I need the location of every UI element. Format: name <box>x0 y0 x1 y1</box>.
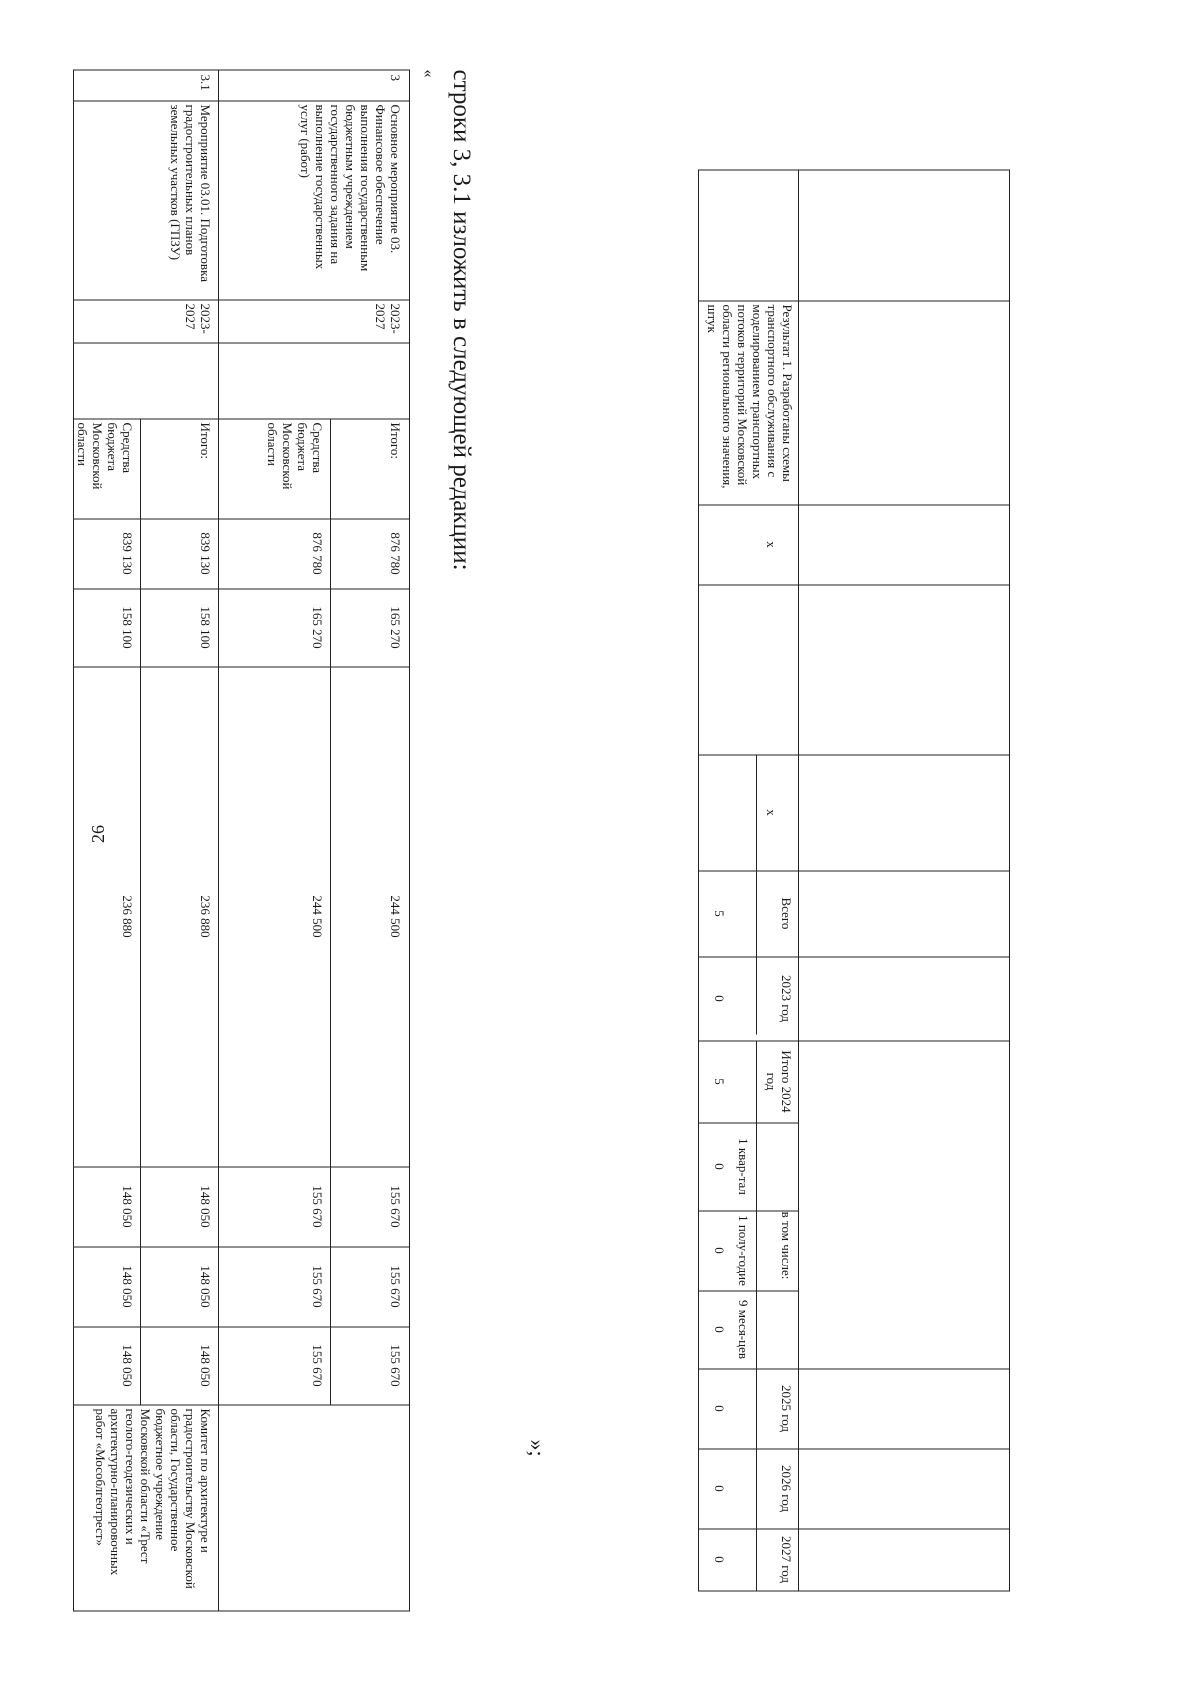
page-number: 26 <box>88 825 108 843</box>
result-m9: 0 <box>712 1326 727 1333</box>
opening-quote: « <box>420 69 437 78</box>
header-m9: 9 меся-цев <box>736 1299 751 1359</box>
row31-num: 3.1 <box>198 74 213 91</box>
row31-period: 2023-2027 <box>183 303 213 334</box>
row31-total-label: Итого: <box>198 422 213 460</box>
rotated-document-body <box>50 50 1150 1647</box>
row3-2023: 165 270 <box>388 606 403 649</box>
result-vsego: 5 <box>712 910 727 917</box>
row3-total: 876 780 <box>388 532 403 575</box>
closing-quote: »; <box>525 1439 550 1457</box>
result-q1: 0 <box>712 1163 727 1170</box>
result-2026: 0 <box>712 1485 727 1492</box>
header-vsego: Всего <box>779 897 794 930</box>
row3-name: Основное мероприятие 03. Финансовое обеспечение выполнения государственным бюджетным учреждением государственного задания на выполнение государственных услуг (работ) <box>298 104 403 272</box>
row3-2024: 244 500 <box>388 895 403 938</box>
row31-2025: 148 050 <box>198 1185 213 1228</box>
row3-src-total: 876 780 <box>310 532 325 575</box>
row31-src-2025: 148 050 <box>120 1185 135 1228</box>
result-x2: х <box>764 809 779 816</box>
header-itogo-2024: Итого 2024 год <box>764 1050 794 1113</box>
heading: строки 3, 3.1 изложить в следующей редакции: <box>448 69 475 571</box>
row31-name: Мероприятие 03.01. Подготовка градостроительных планов земельных участков (ГПЗУ) <box>168 104 213 282</box>
result-2023: 0 <box>712 995 727 1002</box>
row31-total: 839 130 <box>198 532 213 575</box>
row31-src-2027: 148 050 <box>120 1344 135 1387</box>
row31-source: Средства бюджета Московской области <box>75 422 135 490</box>
row31-2027: 148 050 <box>198 1344 213 1387</box>
row3-src-2027: 155 670 <box>310 1344 325 1387</box>
bottom-table <box>73 70 410 1612</box>
row3-period: 2023-2027 <box>373 303 403 334</box>
header-q1: 1 квар-тал <box>736 1138 751 1195</box>
row31-src-2024: 236 880 <box>120 895 135 938</box>
header-h1: 1 полу-годие <box>736 1215 751 1286</box>
result-name: Результат 1. Разработаны схемы транспортного обслуживания с моделированием транспортных потоков территорий Московской области регионального значения, штук <box>705 304 795 489</box>
row31-2024: 236 880 <box>198 895 213 938</box>
row3-2025: 155 670 <box>388 1185 403 1228</box>
result-2025: 0 <box>712 1405 727 1412</box>
row31-src-2026: 148 050 <box>120 1265 135 1308</box>
result-x1: х <box>764 541 779 548</box>
top-table <box>698 170 1010 1592</box>
row3-2026: 155 670 <box>388 1265 403 1308</box>
result-itogo-2024: 5 <box>712 1078 727 1085</box>
header-2027: 2027 год <box>779 1536 794 1583</box>
row3-src-2026: 155 670 <box>310 1265 325 1308</box>
row3-num: 3 <box>388 74 403 81</box>
row31-2026: 148 050 <box>198 1265 213 1308</box>
row3-src-2024: 244 500 <box>310 895 325 938</box>
row31-2023: 158 100 <box>198 606 213 649</box>
result-h1: 0 <box>712 1247 727 1254</box>
row31-executor: Комитет по архитектуре и градостроительству Московской области, Государственное бюджетное учреждение Московской области «Трест геолого-геодезических и архитектурно-планировочных работ «Мособлгеотрест» <box>93 1408 213 1589</box>
row3-src-2025: 155 670 <box>310 1185 325 1228</box>
header-2026: 2026 год <box>779 1465 794 1512</box>
result-2027: 0 <box>712 1556 727 1563</box>
row3-src-2023: 165 270 <box>310 606 325 649</box>
row3-total-label: Итого: <box>388 422 403 460</box>
header-v-tom-chisle: в том числе: <box>779 1211 794 1280</box>
row3-source: Средства бюджета Московской области <box>265 422 325 490</box>
row3-2027: 155 670 <box>388 1344 403 1387</box>
row31-src-total: 839 130 <box>120 532 135 575</box>
row31-src-2023: 158 100 <box>120 606 135 649</box>
header-2023: 2023 год <box>779 975 794 1022</box>
header-2025: 2025 год <box>779 1385 794 1432</box>
